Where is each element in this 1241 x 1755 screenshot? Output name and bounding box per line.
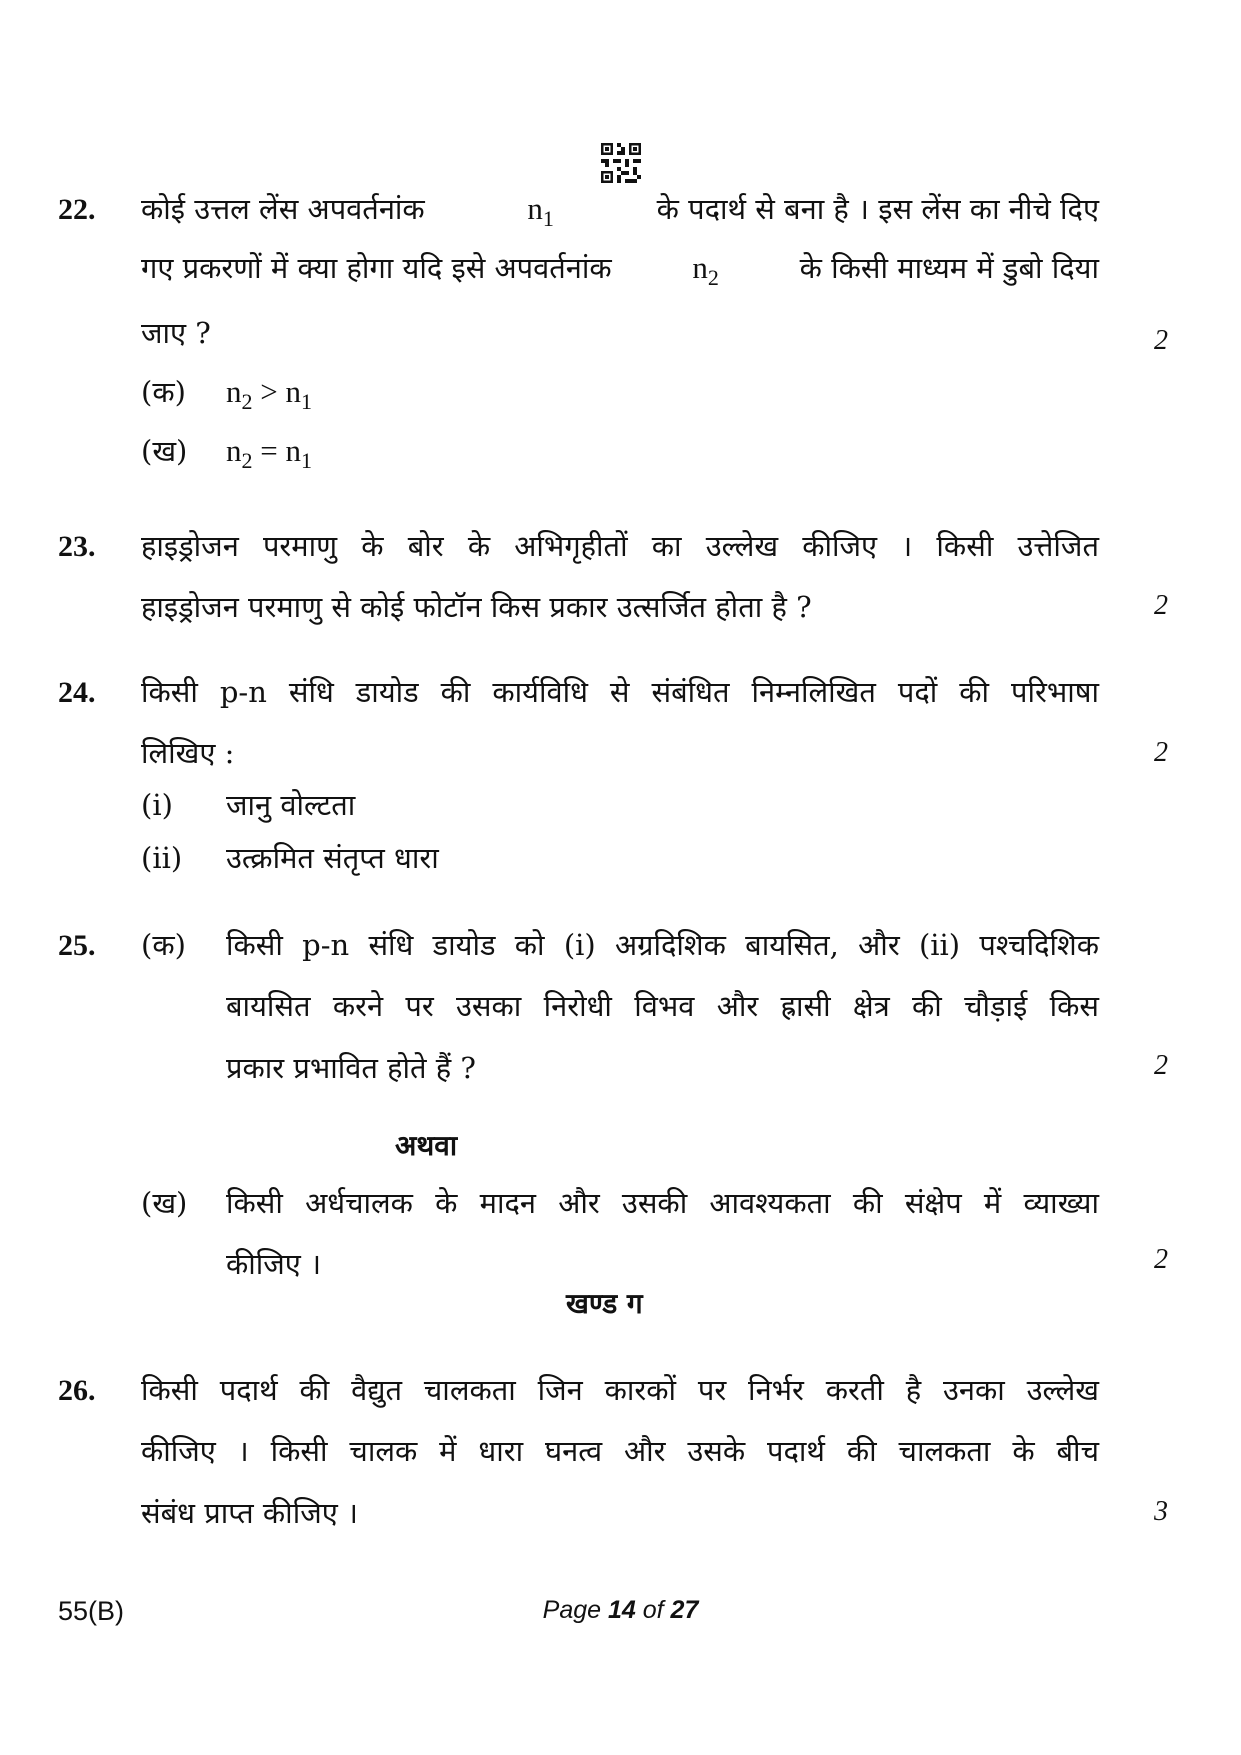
- question-number: 22.: [58, 193, 96, 226]
- option-expression: $n_2 = n_1$: [226, 433, 312, 473]
- question-text: गए प्रकरणों में क्या होगा यदि इसे अपवर्तनांक: [141, 251, 612, 285]
- option-text: उत्क्रमित संतृप्त धारा: [226, 841, 439, 875]
- question-text-line: किसी अर्धचालक के मादन और उसकी आवश्यकता की संक्षेप में व्याख्या: [226, 1186, 1099, 1220]
- marks: 3: [1154, 1496, 1168, 1527]
- marks: 2: [1154, 1244, 1168, 1275]
- paper-code: 55(B): [58, 1596, 125, 1626]
- qr-code-icon: [601, 143, 641, 183]
- question-text-line: हाइड्रोजन परमाणु से कोई फोटॉन किस प्रकार उत्सर्जित होता है ?: [141, 590, 812, 624]
- question-text-line: किसी पदार्थ की वैद्युत चालकता जिन कारकों पर निर्भर करती है उनका उल्लेख: [141, 1373, 1099, 1407]
- question-text-line: जाए ?: [141, 316, 211, 350]
- marks: 2: [1154, 325, 1168, 356]
- question-text-line: बायसित करने पर उसका निरोधी विभव और ह्रासी क्षेत्र की चौड़ाई किस: [226, 989, 1099, 1023]
- part-label: (क): [141, 928, 186, 962]
- question-text-line: किसी p-n संधि डायोड को (i) अग्रदिशिक बायसित, और (ii) पश्चदिशिक: [226, 928, 1099, 962]
- option-label: (ख): [141, 434, 188, 468]
- question-text-line: [141, 189, 1099, 239]
- question-text: कोई उत्तल लेंस अपवर्तनांक: [141, 192, 425, 226]
- question-text-line: प्रकार प्रभावित होते हैं ?: [226, 1051, 476, 1085]
- part-label: (ख): [141, 1186, 188, 1220]
- question-text-line: [141, 248, 1099, 298]
- page-indicator: Page 14 of 27: [542, 1596, 699, 1624]
- question-number: 24.: [58, 676, 96, 709]
- question-number: 23.: [58, 530, 96, 563]
- question-text: के किसी माध्यम में डुबो दिया: [799, 251, 1099, 285]
- option-label: (i): [141, 788, 173, 822]
- option-label: (क): [141, 375, 186, 409]
- question-text-line: संबंध प्राप्त कीजिए ।: [141, 1496, 358, 1530]
- marks: 2: [1154, 590, 1168, 621]
- marks: 2: [1154, 1050, 1168, 1081]
- question-text-line: कीजिए ।: [226, 1247, 322, 1281]
- question-text-line: कीजिए । किसी चालक में धारा घनत्व और उसके पदार्थ की चालकता के बीच: [141, 1434, 1099, 1468]
- refractive-index-n2: $n_2$: [692, 250, 719, 290]
- question-number: 25.: [58, 929, 96, 962]
- question-text: के पदार्थ से बना है । इस लेंस का नीचे दिए: [656, 192, 1099, 226]
- question-number: 26.: [58, 1374, 96, 1407]
- section-heading: खण्ड ग: [566, 1287, 643, 1320]
- option-text: जानु वोल्टता: [226, 788, 356, 822]
- question-text-line: लिखिए :: [141, 736, 235, 770]
- refractive-index-n1: $n_1$: [527, 191, 554, 231]
- option-label: (ii): [141, 841, 183, 875]
- question-text-line: किसी p-n संधि डायोड की कार्यविधि से संबंधित निम्नलिखित पदों की परिभाषा: [141, 675, 1099, 709]
- or-separator: अथवा: [395, 1129, 458, 1162]
- question-text-line: हाइड्रोजन परमाणु के बोर के अभिगृहीतों का उल्लेख कीजिए । किसी उत्तेजित: [141, 529, 1099, 563]
- option-expression: $n_2 > n_1$: [226, 374, 312, 414]
- marks: 2: [1154, 737, 1168, 768]
